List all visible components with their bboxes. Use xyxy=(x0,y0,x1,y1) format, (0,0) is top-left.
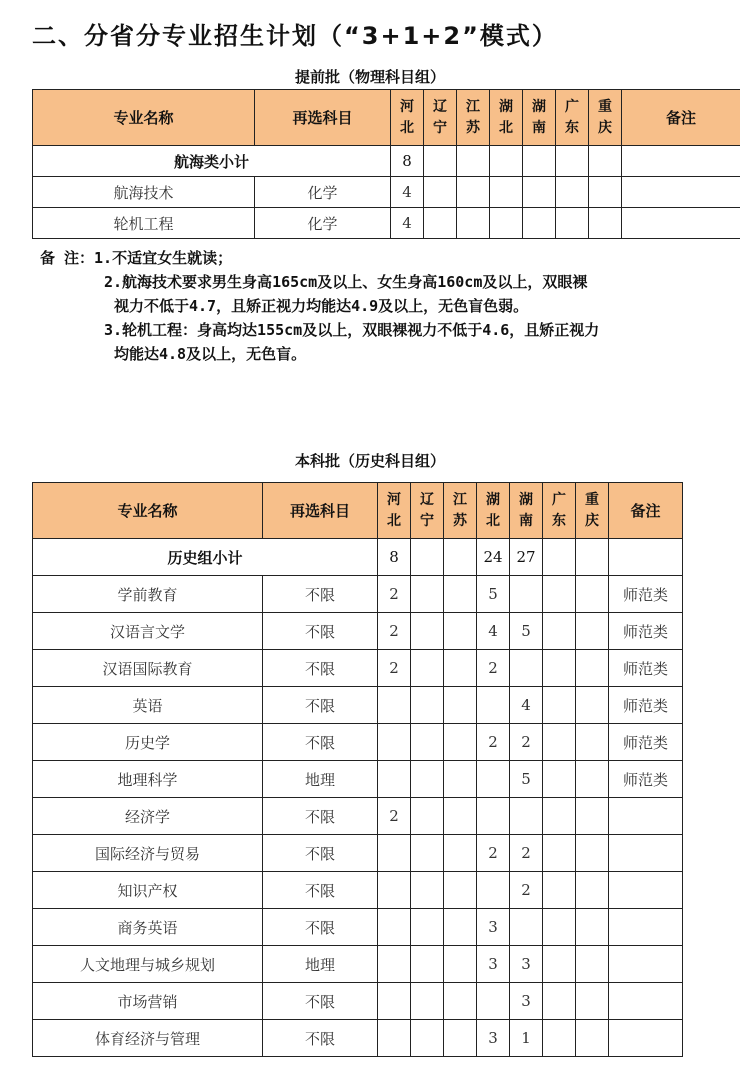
note-item-2: 2.航海技术要求男生身高165cm及以上、女生身高160cm及以上，双眼裸 xyxy=(104,273,588,291)
count-cell xyxy=(556,208,589,239)
remark-cell xyxy=(609,798,683,835)
count-cell xyxy=(543,872,576,909)
count-cell xyxy=(444,946,477,983)
count-cell: 5 xyxy=(477,576,510,613)
table2-caption: 本科批（历史科目组） xyxy=(294,452,445,470)
count-cell xyxy=(477,872,510,909)
count-cell xyxy=(411,613,444,650)
notes-label: 备 注： xyxy=(40,249,95,267)
note-item-2-cont: 视力不低于4.7，且矫正视力均能达4.9及以上，无色盲色弱。 xyxy=(114,297,529,315)
remark-cell xyxy=(609,909,683,946)
header-remark: 备注 xyxy=(609,483,683,539)
major-cell: 历史学 xyxy=(33,724,263,761)
remark-cell xyxy=(622,146,740,177)
count-cell xyxy=(411,983,444,1020)
count-cell: 24 xyxy=(477,539,510,576)
count-cell xyxy=(444,724,477,761)
header-province: 江 苏 xyxy=(457,90,490,146)
major-cell: 经济学 xyxy=(33,798,263,835)
remark-cell xyxy=(609,1020,683,1057)
count-cell xyxy=(490,208,523,239)
count-cell xyxy=(444,798,477,835)
count-cell xyxy=(543,946,576,983)
remark-cell: 师范类 xyxy=(609,576,683,613)
count-cell: 3 xyxy=(477,946,510,983)
subject-cell: 地理 xyxy=(263,761,378,798)
count-cell: 4 xyxy=(477,613,510,650)
count-cell xyxy=(444,983,477,1020)
count-cell xyxy=(510,798,543,835)
count-cell xyxy=(411,798,444,835)
major-cell: 体育经济与管理 xyxy=(33,1020,263,1057)
major-cell: 英语 xyxy=(33,687,263,724)
count-cell xyxy=(510,909,543,946)
remark-cell xyxy=(622,177,740,208)
count-cell: 8 xyxy=(391,146,424,177)
count-cell xyxy=(556,146,589,177)
count-cell xyxy=(411,724,444,761)
count-cell xyxy=(576,1020,609,1057)
table-row xyxy=(33,835,683,872)
table-row xyxy=(33,872,683,909)
count-cell xyxy=(576,724,609,761)
page-heading: 二、分省分专业招生计划（“3+1+2”模式） xyxy=(32,22,558,50)
table-advance-physics xyxy=(32,89,740,239)
count-cell: 2 xyxy=(378,613,411,650)
count-cell: 2 xyxy=(477,650,510,687)
count-cell xyxy=(411,946,444,983)
count-cell: 5 xyxy=(510,613,543,650)
count-cell: 4 xyxy=(391,177,424,208)
count-cell: 4 xyxy=(510,687,543,724)
remark-cell xyxy=(609,872,683,909)
header-province: 湖 北 xyxy=(477,483,510,539)
count-cell xyxy=(477,687,510,724)
count-cell: 5 xyxy=(510,761,543,798)
major-cell: 商务英语 xyxy=(33,909,263,946)
notes xyxy=(40,246,720,366)
count-cell: 2 xyxy=(510,872,543,909)
header-province: 江 苏 xyxy=(444,483,477,539)
count-cell xyxy=(444,909,477,946)
remark-cell: 师范类 xyxy=(609,724,683,761)
table-row xyxy=(33,724,683,761)
count-cell: 8 xyxy=(378,539,411,576)
count-cell xyxy=(411,576,444,613)
count-cell xyxy=(490,146,523,177)
table-row xyxy=(33,208,740,239)
header-row xyxy=(33,90,740,146)
subject-cell: 不限 xyxy=(263,872,378,909)
count-cell xyxy=(543,724,576,761)
count-cell xyxy=(589,177,622,208)
subject-cell: 不限 xyxy=(263,576,378,613)
count-cell xyxy=(576,798,609,835)
count-cell xyxy=(543,1020,576,1057)
count-cell: 2 xyxy=(378,576,411,613)
count-cell xyxy=(576,909,609,946)
header-province: 河 北 xyxy=(378,483,411,539)
count-cell xyxy=(378,724,411,761)
count-cell xyxy=(576,983,609,1020)
table1-caption: 提前批（物理科目组） xyxy=(294,68,445,86)
subtotal-name: 航海类小计 xyxy=(33,146,391,177)
subject-cell: 不限 xyxy=(263,613,378,650)
major-cell: 地理科学 xyxy=(33,761,263,798)
count-cell: 3 xyxy=(477,909,510,946)
count-cell xyxy=(510,576,543,613)
header-province: 河 北 xyxy=(391,90,424,146)
count-cell xyxy=(556,177,589,208)
remark-cell: 师范类 xyxy=(609,761,683,798)
count-cell xyxy=(543,909,576,946)
remark-cell xyxy=(609,946,683,983)
count-cell: 3 xyxy=(477,1020,510,1057)
count-cell xyxy=(378,872,411,909)
remark-cell xyxy=(609,983,683,1020)
count-cell: 2 xyxy=(378,650,411,687)
count-cell xyxy=(411,909,444,946)
count-cell xyxy=(523,177,556,208)
count-cell xyxy=(444,761,477,798)
header-province: 辽 宁 xyxy=(424,90,457,146)
count-cell xyxy=(378,1020,411,1057)
major-cell: 人文地理与城乡规划 xyxy=(33,946,263,983)
count-cell xyxy=(411,650,444,687)
count-cell xyxy=(444,576,477,613)
table-row xyxy=(33,1020,683,1057)
count-cell xyxy=(543,613,576,650)
count-cell xyxy=(444,613,477,650)
count-cell xyxy=(576,613,609,650)
header-province: 湖 北 xyxy=(490,90,523,146)
count-cell xyxy=(543,798,576,835)
subtotal-row xyxy=(33,539,683,576)
count-cell xyxy=(576,761,609,798)
header-row xyxy=(33,483,683,539)
subject-cell: 不限 xyxy=(263,724,378,761)
remark-cell xyxy=(622,208,740,239)
count-cell xyxy=(378,983,411,1020)
subject-cell: 不限 xyxy=(263,798,378,835)
count-cell xyxy=(477,798,510,835)
count-cell xyxy=(576,872,609,909)
subtotal-row xyxy=(33,146,740,177)
count-cell xyxy=(576,650,609,687)
count-cell xyxy=(576,576,609,613)
remark-cell xyxy=(609,835,683,872)
major-cell: 轮机工程 xyxy=(33,208,255,239)
count-cell xyxy=(457,208,490,239)
count-cell xyxy=(378,909,411,946)
count-cell xyxy=(576,687,609,724)
count-cell xyxy=(589,208,622,239)
count-cell xyxy=(543,983,576,1020)
count-cell xyxy=(411,539,444,576)
note-item-3-cont: 均能达4.8及以上，无色盲。 xyxy=(114,345,307,363)
count-cell xyxy=(576,835,609,872)
count-cell xyxy=(457,146,490,177)
count-cell: 2 xyxy=(510,835,543,872)
count-cell: 2 xyxy=(477,835,510,872)
count-cell: 4 xyxy=(391,208,424,239)
header-province: 重 庆 xyxy=(576,483,609,539)
note-item-3: 3.轮机工程：身高均达155cm及以上，双眼裸视力不低于4.6，且矫正视力 xyxy=(104,321,600,339)
subject-cell: 化学 xyxy=(255,177,391,208)
count-cell xyxy=(411,1020,444,1057)
header-province: 辽 宁 xyxy=(411,483,444,539)
count-cell xyxy=(543,650,576,687)
header-province: 广 东 xyxy=(543,483,576,539)
header-major: 专业名称 xyxy=(33,483,263,539)
count-cell: 1 xyxy=(510,1020,543,1057)
count-cell xyxy=(444,687,477,724)
count-cell xyxy=(424,208,457,239)
subject-cell: 不限 xyxy=(263,687,378,724)
count-cell xyxy=(411,687,444,724)
count-cell xyxy=(444,1020,477,1057)
major-cell: 学前教育 xyxy=(33,576,263,613)
table-row xyxy=(33,650,683,687)
count-cell xyxy=(543,835,576,872)
count-cell xyxy=(378,946,411,983)
count-cell xyxy=(378,687,411,724)
count-cell xyxy=(523,208,556,239)
count-cell xyxy=(378,835,411,872)
count-cell xyxy=(477,983,510,1020)
count-cell xyxy=(543,761,576,798)
subject-cell: 化学 xyxy=(255,208,391,239)
subject-cell: 不限 xyxy=(263,650,378,687)
major-cell: 知识产权 xyxy=(33,872,263,909)
remark-cell: 师范类 xyxy=(609,613,683,650)
header-subject: 再选科目 xyxy=(263,483,378,539)
header-province: 重 庆 xyxy=(589,90,622,146)
count-cell xyxy=(523,146,556,177)
header-major: 专业名称 xyxy=(33,90,255,146)
table-row xyxy=(33,177,740,208)
major-cell: 国际经济与贸易 xyxy=(33,835,263,872)
header-province: 湖 南 xyxy=(523,90,556,146)
count-cell xyxy=(510,650,543,687)
table-row xyxy=(33,946,683,983)
count-cell xyxy=(490,177,523,208)
count-cell xyxy=(576,946,609,983)
count-cell xyxy=(424,146,457,177)
count-cell: 2 xyxy=(378,798,411,835)
count-cell xyxy=(543,576,576,613)
note-item-1: 1.不适宜女生就读； xyxy=(94,249,233,267)
major-cell: 汉语言文学 xyxy=(33,613,263,650)
count-cell xyxy=(457,177,490,208)
count-cell xyxy=(378,761,411,798)
subject-cell: 不限 xyxy=(263,835,378,872)
table-row xyxy=(33,761,683,798)
count-cell xyxy=(444,650,477,687)
subject-cell: 不限 xyxy=(263,1020,378,1057)
count-cell: 2 xyxy=(477,724,510,761)
table-row xyxy=(33,798,683,835)
table-row xyxy=(33,576,683,613)
count-cell: 27 xyxy=(510,539,543,576)
header-subject: 再选科目 xyxy=(255,90,391,146)
table-row xyxy=(33,983,683,1020)
header-province: 广 东 xyxy=(556,90,589,146)
subject-cell: 不限 xyxy=(263,909,378,946)
major-cell: 汉语国际教育 xyxy=(33,650,263,687)
count-cell xyxy=(411,835,444,872)
remark-cell: 师范类 xyxy=(609,687,683,724)
subject-cell: 地理 xyxy=(263,946,378,983)
count-cell xyxy=(477,761,510,798)
count-cell xyxy=(576,539,609,576)
count-cell xyxy=(589,146,622,177)
subject-cell: 不限 xyxy=(263,983,378,1020)
count-cell xyxy=(543,687,576,724)
table-row xyxy=(33,613,683,650)
header-remark: 备注 xyxy=(622,90,740,146)
major-cell: 市场营销 xyxy=(33,983,263,1020)
count-cell xyxy=(444,835,477,872)
count-cell xyxy=(411,872,444,909)
table-undergrad-history xyxy=(32,482,683,1057)
table-row xyxy=(33,909,683,946)
header-province: 湖 南 xyxy=(510,483,543,539)
subtotal-name: 历史组小计 xyxy=(33,539,378,576)
table-row xyxy=(33,687,683,724)
remark-cell xyxy=(609,539,683,576)
major-cell: 航海技术 xyxy=(33,177,255,208)
count-cell xyxy=(424,177,457,208)
count-cell xyxy=(411,761,444,798)
count-cell xyxy=(444,539,477,576)
count-cell: 3 xyxy=(510,946,543,983)
count-cell: 2 xyxy=(510,724,543,761)
count-cell xyxy=(543,539,576,576)
count-cell: 3 xyxy=(510,983,543,1020)
count-cell xyxy=(444,872,477,909)
remark-cell: 师范类 xyxy=(609,650,683,687)
